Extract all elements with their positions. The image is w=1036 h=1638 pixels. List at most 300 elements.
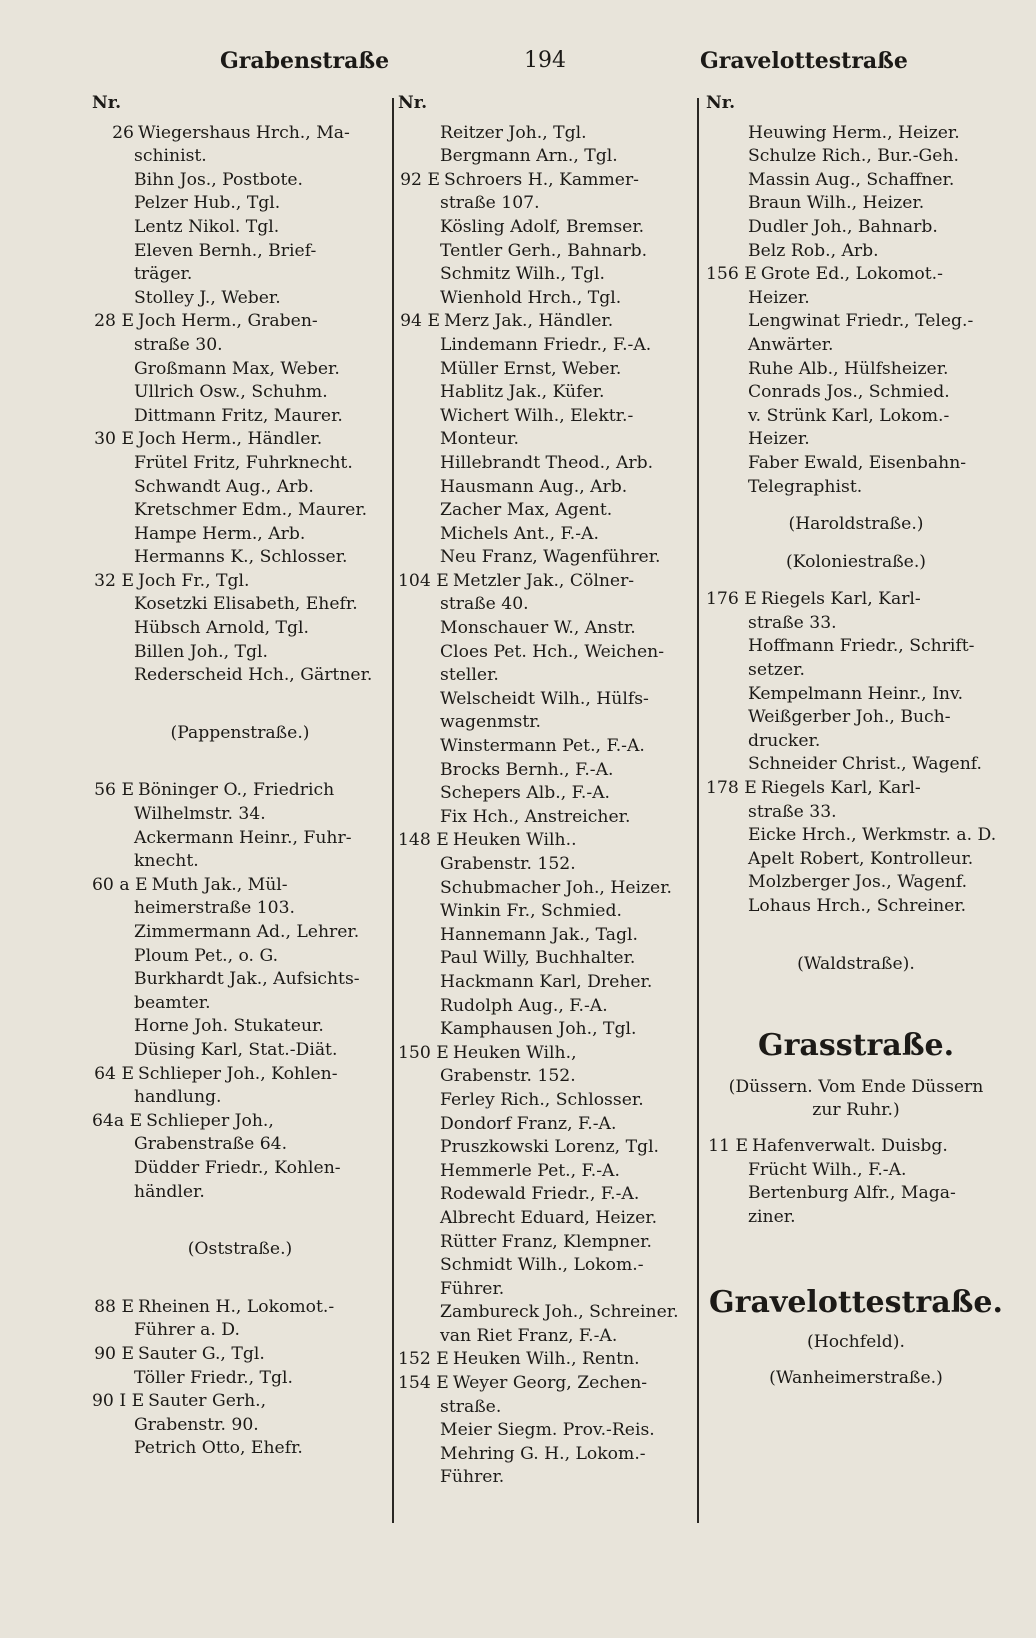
entry-text: setzer.: [748, 660, 805, 681]
entry-text: Schmitz Wilh., Tgl.: [440, 264, 605, 285]
entry-text: Monteur.: [440, 429, 519, 450]
entry-text: Kosetzki Elisabeth, Ehefr.: [134, 594, 358, 615]
entry-text: Heizer.: [748, 429, 810, 450]
directory-entry: [92, 1133, 388, 1157]
entry-text: Führer.: [440, 1278, 505, 1299]
directory-entry: [398, 476, 692, 500]
entry-text: Hübsch Arnold, Tgl.: [134, 618, 309, 639]
entry-text: Schneider Christ., Wagenf.: [748, 754, 982, 775]
entry-text: Bergmann Arn., Tgl.: [440, 146, 618, 167]
entry-text: Hermanns K., Schlosser.: [134, 547, 348, 568]
entry-text: straße 30.: [134, 334, 223, 355]
house-number: 152 E: [398, 1349, 449, 1370]
entry-text: Rudolph Aug., F.-A.: [440, 995, 608, 1016]
directory-entry: [92, 897, 388, 921]
directory-entry: [398, 995, 692, 1019]
entry-text: Weißgerber Joh., Buch-: [748, 707, 951, 728]
directory-entry: [398, 216, 692, 240]
directory-entry: [706, 1182, 1006, 1206]
entry-text: Winstermann Pet., F.-A.: [440, 736, 645, 757]
entry-text: Welscheidt Wilh., Hülfs-: [440, 688, 649, 709]
directory-entry: [398, 971, 692, 995]
directory-entry: [706, 405, 1006, 429]
entry-text: Dittmann Fritz, Maurer.: [134, 405, 343, 426]
spacer: [706, 1355, 1006, 1367]
entry-text: Kamphausen Joh., Tgl.: [440, 1019, 637, 1040]
entry-text: Braun Wilh., Heizer.: [748, 193, 925, 214]
entry-text: Zimmermann Ad., Lehrer.: [134, 922, 360, 942]
directory-entry: [398, 1419, 692, 1443]
directory-entry: [92, 1086, 388, 1110]
directory-entry: [706, 169, 1006, 193]
directory-entry: [398, 1466, 692, 1490]
directory-entry: [706, 1159, 1006, 1183]
directory-entry: [398, 617, 692, 641]
entry-text: ziner.: [748, 1206, 796, 1227]
entry-text: Telegraphist.: [748, 476, 863, 497]
directory-entry: [92, 570, 388, 594]
entry-text: Hackmann Karl, Dreher.: [440, 971, 653, 992]
directory-entry: [92, 1437, 388, 1461]
house-number: 176 E: [706, 589, 757, 610]
directory-entry: [706, 381, 1006, 405]
directory-entry: [398, 1207, 692, 1231]
entry-text: Pelzer Hub., Tgl.: [134, 193, 281, 214]
entry-text: Weyer Georg, Zechen-: [452, 1373, 648, 1394]
directory-entry: [398, 735, 692, 759]
entry-text: Reitzer Joh., Tgl.: [440, 122, 587, 143]
directory-entry: [398, 145, 692, 169]
directory-entry: [398, 1089, 692, 1113]
directory-entry: [706, 730, 1006, 754]
spacer: [706, 1123, 1006, 1135]
house-number: 60 a E: [92, 874, 148, 895]
entry-text: Rederscheid Hch., Gärtner.: [134, 665, 373, 686]
street-title: Grasstraße.: [757, 1028, 955, 1064]
street-subtitle: (Hochfeld).: [807, 1331, 905, 1352]
entry-text: Lengwinat Friedr., Teleg.-: [748, 311, 974, 332]
entry-text: Schwandt Aug., Arb.: [134, 476, 314, 497]
house-number: 156 E: [706, 264, 757, 285]
entry-text: Schepers Alb., F.-A.: [440, 783, 611, 804]
entry-text: Müller Ernst, Weber.: [440, 358, 622, 379]
entry-text: Tentler Gerh., Bahnarb.: [440, 240, 648, 261]
cross-street-heading: (Koloniestraße.): [785, 551, 927, 572]
entry-text: Riegels Karl, Karl-: [760, 589, 921, 610]
directory-entry: [92, 499, 388, 523]
entry-text: Albrecht Eduard, Heizer.: [440, 1207, 658, 1228]
directory-entry: [398, 1113, 692, 1137]
entry-text: Horne Joh. Stukateur.: [134, 1016, 324, 1037]
directory-entry: [398, 711, 692, 735]
entry-text: Heizer.: [748, 287, 810, 308]
entry-text: Hausmann Aug., Arb.: [440, 476, 628, 497]
house-number: 178 E: [706, 778, 757, 799]
directory-entry: [398, 924, 692, 948]
entry-text: Hablitz Jak., Küfer.: [440, 382, 605, 403]
house-number: 56 E: [94, 780, 134, 801]
directory-entry: [706, 871, 1006, 895]
directory-entry: [706, 824, 1006, 848]
directory-entry: [398, 381, 692, 405]
entry-text: Brocks Bernh., F.-A.: [440, 759, 614, 780]
directory-entry: [92, 358, 388, 382]
directory-entry: [92, 546, 388, 570]
entry-text: Joch Herm., Graben-: [138, 311, 318, 332]
directory-entry: [92, 216, 388, 240]
entry-text: Großmann Max, Weber.: [134, 358, 340, 379]
directory-entry: [92, 1390, 388, 1414]
column-2: [398, 92, 692, 1490]
entry-text: Rodewald Friedr., F.-A.: [440, 1184, 640, 1205]
entry-text: Kempelmann Heinr., Inv.: [748, 683, 964, 704]
entry-text: Böninger O., Friedrich: [138, 780, 335, 801]
directory-entry: [398, 688, 692, 712]
directory-entry: [92, 381, 388, 405]
house-number: 150 E: [398, 1042, 449, 1063]
directory-entry: [706, 358, 1006, 382]
entry-text: Zambureck Joh., Schreiner.: [440, 1302, 679, 1323]
directory-entry: [92, 405, 388, 429]
directory-entry: [706, 1135, 1006, 1159]
entry-text: Schlieper Joh.,: [146, 1110, 274, 1131]
directory-entry: [398, 546, 692, 570]
entry-text: straße 33.: [748, 801, 837, 822]
directory-entry: [398, 1301, 692, 1325]
directory-entry: [706, 1206, 1006, 1230]
directory-entry: [706, 287, 1006, 311]
entry-text: Eicke Hrch., Werkmstr. a. D.: [748, 825, 997, 846]
entry-text: Schlieper Joh., Kohlen-: [138, 1063, 338, 1084]
directory-entry: [398, 310, 692, 334]
directory-entry: [398, 1348, 692, 1372]
house-number: 104 E: [398, 570, 449, 591]
entry-text: Molzberger Jos., Wagenf.: [748, 872, 968, 893]
entry-text: wagenmstr.: [440, 712, 542, 733]
page-number: 194: [524, 48, 566, 73]
directory-entry: [398, 1278, 692, 1302]
directory-entry: [706, 145, 1006, 169]
entry-text: drucker.: [748, 730, 821, 751]
directory-entry: [398, 829, 692, 853]
street-subtitle: (Düssern. Vom Ende Düssern zur Ruhr.): [728, 1076, 984, 1121]
directory-entry: [706, 192, 1006, 216]
directory-entry: [92, 1367, 388, 1391]
directory-entry: [398, 900, 692, 924]
entry-text: Heuwing Herm., Heizer.: [748, 122, 960, 143]
entry-text: Merz Jak., Händler.: [444, 311, 614, 332]
directory-entry: [398, 334, 692, 358]
directory-entry: [398, 947, 692, 971]
entry-text: Führer.: [440, 1467, 505, 1488]
entry-text: Kretschmer Edm., Maurer.: [134, 500, 368, 521]
entry-text: Conrads Jos., Schmied.: [748, 382, 950, 403]
directory-entry: [706, 122, 1006, 146]
directory-entry: [398, 759, 692, 783]
entry-text: Kösling Adolf, Bremser.: [440, 216, 645, 237]
directory-entry: [92, 779, 388, 803]
directory-entry: [706, 683, 1006, 707]
directory-entry: [398, 641, 692, 665]
directory-entry: [706, 588, 1006, 612]
entry-text: Lentz Nikol. Tgl.: [134, 216, 280, 237]
directory-entry: [92, 850, 388, 874]
entry-text: Lohaus Hrch., Schreiner.: [748, 896, 967, 916]
directory-entry: [398, 1136, 692, 1160]
directory-entry: [398, 358, 692, 382]
entry-text: Heuken Wilh.,: [452, 1042, 577, 1063]
directory-entry: [706, 801, 1006, 825]
directory-entry: [706, 263, 1006, 287]
header-right-street: Gravelottestraße: [700, 48, 908, 74]
entry-text: Neu Franz, Wagenführer.: [440, 547, 661, 568]
house-number: 90 E: [94, 1343, 134, 1364]
entry-text: Hillebrandt Theod., Arb.: [440, 452, 654, 473]
cross-street-heading: (Waldstraße).: [797, 953, 915, 974]
directory-entry: [398, 240, 692, 264]
directory-entry: [398, 1254, 692, 1278]
entry-text: Wilhelmstr. 34.: [134, 804, 266, 825]
entry-text: Cloes Pet. Hch., Weichen-: [440, 641, 664, 662]
entry-text: Heuken Wilh., Rentn.: [452, 1349, 640, 1370]
entry-text: Apelt Robert, Kontrolleur.: [748, 848, 974, 869]
entry-text: Hampe Herm., Arb.: [134, 523, 306, 544]
directory-entry: [92, 240, 388, 264]
entry-text: Eleven Bernh., Brief-: [134, 240, 317, 261]
entry-text: Lindemann Friedr., F.-A.: [440, 334, 652, 355]
entry-text: Zacher Max, Agent.: [440, 500, 613, 521]
entry-text: Hoffmann Friedr., Schrift-: [748, 636, 975, 657]
entry-text: Dondorf Franz, F.-A.: [440, 1113, 617, 1134]
directory-entry: [706, 310, 1006, 334]
column-heading: Nr.: [706, 93, 736, 113]
column-3: [706, 92, 1006, 1390]
directory-entry: [92, 1015, 388, 1039]
directory-entry: [92, 1343, 388, 1367]
entry-text: Grabenstraße 64.: [134, 1134, 288, 1155]
cross-street-heading: (Haroldstraße.): [788, 514, 924, 535]
directory-entry: [706, 753, 1006, 777]
entry-text: straße 33.: [748, 612, 837, 633]
directory-entry: [398, 1065, 692, 1089]
entry-text: knecht.: [134, 851, 199, 872]
entry-text: Stolley J., Weber.: [134, 287, 281, 308]
entry-text: Frücht Wilh., F.-A.: [748, 1159, 907, 1180]
directory-entry: [398, 1231, 692, 1255]
house-number: 28 E: [94, 311, 134, 332]
entry-text: Faber Ewald, Eisenbahn-: [748, 452, 967, 473]
house-number: 148 E: [398, 830, 449, 851]
directory-entry: [92, 287, 388, 311]
entry-text: Joch Herm., Händler.: [138, 429, 323, 450]
directory-entry: [92, 1181, 388, 1205]
directory-entry: [398, 593, 692, 617]
directory-entry: [92, 593, 388, 617]
street-title: Gravelottestraße.: [709, 1285, 1003, 1321]
directory-entry: [398, 1396, 692, 1420]
entry-text: Ploum Pet., o. G.: [134, 945, 279, 966]
entry-text: Meier Siegm. Prov.-Reis.: [440, 1420, 655, 1441]
directory-entry: [398, 853, 692, 877]
entry-text: Pruszkowski Lorenz, Tgl.: [440, 1137, 660, 1158]
entry-text: heimerstraße 103.: [134, 898, 295, 919]
entry-text: Ullrich Osw., Schuhm.: [134, 382, 328, 403]
entry-text: Monschauer W., Anstr.: [440, 618, 636, 639]
entry-text: Rheinen H., Lokomot.-: [138, 1296, 335, 1317]
entry-text: Grote Ed., Lokomot.-: [760, 264, 943, 285]
entry-text: Grabenstr. 152.: [440, 854, 576, 874]
house-number: 64 E: [94, 1063, 134, 1084]
entry-text: straße 107.: [440, 193, 540, 214]
directory-entry: [398, 1372, 692, 1396]
entry-text: Sauter Gerh.,: [148, 1391, 267, 1412]
cross-street-heading: (Pappenstraße.): [170, 722, 310, 743]
entry-text: Bihn Jos., Postbote.: [134, 169, 304, 190]
directory-entry: [92, 992, 388, 1016]
column-1: [92, 92, 388, 1461]
directory-entry: [706, 659, 1006, 683]
entry-text: händler.: [134, 1181, 205, 1202]
entry-text: beamter.: [134, 992, 211, 1013]
entry-text: Sauter G., Tgl.: [138, 1343, 265, 1364]
entry-text: steller.: [440, 665, 499, 686]
entry-text: v. Strünk Karl, Lokom.-: [748, 405, 950, 426]
entry-text: Wiegershaus Hrch., Ma-: [138, 122, 350, 143]
directory-entry: [398, 1183, 692, 1207]
entry-text: Wienhold Hrch., Tgl.: [440, 287, 622, 308]
entry-text: Wichert Wilh., Elektr.-: [440, 405, 634, 426]
directory-entry: [398, 428, 692, 452]
directory-entry: [398, 287, 692, 311]
directory-entry: [398, 169, 692, 193]
entry-text: Winkin Fr., Schmied.: [440, 901, 622, 922]
entry-text: Petrich Otto, Ehefr.: [134, 1438, 303, 1459]
directory-entry: [706, 895, 1006, 919]
entry-text: handlung.: [134, 1087, 222, 1108]
entry-text: Dudler Joh., Bahnarb.: [748, 216, 938, 237]
entry-text: Ferley Rich., Schlosser.: [440, 1089, 644, 1110]
directory-entry: [706, 777, 1006, 801]
entry-text: Massin Aug., Schaffner.: [748, 169, 955, 190]
directory-entry: [92, 1319, 388, 1343]
entry-text: Frütel Fritz, Fuhrknecht.: [134, 452, 353, 473]
entry-text: Mehring G. H., Lokom.-: [440, 1443, 646, 1464]
column-heading: Nr.: [398, 93, 428, 113]
house-number: 94 E: [400, 311, 440, 332]
house-number: 11 E: [708, 1135, 748, 1156]
directory-entry: [92, 452, 388, 476]
directory-entry: [92, 1063, 388, 1087]
entry-text: Burkhardt Jak., Aufsichts-: [134, 969, 360, 990]
entry-text: straße 40.: [440, 594, 529, 615]
directory-entry: [398, 806, 692, 830]
directory-entry: [92, 1039, 388, 1063]
directory-entry: [92, 263, 388, 287]
entry-text: Schulze Rich., Bur.-Geh.: [748, 146, 959, 167]
entry-text: Hemmerle Pet., F.-A.: [440, 1160, 620, 1181]
entry-text: schinist.: [134, 146, 207, 167]
directory-entry: [92, 1110, 388, 1134]
directory-entry: [398, 452, 692, 476]
directory-entry: [706, 334, 1006, 358]
entry-text: Billen Joh., Tgl.: [134, 641, 268, 662]
entry-text: Schroers H., Kammer-: [444, 169, 639, 190]
entry-text: straße.: [440, 1396, 502, 1417]
directory-entry: [92, 169, 388, 193]
header-left-street: Grabenstraße: [220, 48, 390, 74]
entry-text: Bertenburg Alfr., Maga-: [748, 1183, 956, 1204]
directory-entry: [398, 192, 692, 216]
directory-entry: [706, 612, 1006, 636]
directory-entry: [92, 523, 388, 547]
directory-entry: [92, 1414, 388, 1438]
entry-text: Muth Jak., Mül-: [151, 874, 288, 895]
directory-entry: [92, 617, 388, 641]
house-number: 30 E: [94, 429, 134, 450]
directory-entry: [398, 1325, 692, 1349]
entry-text: Riegels Karl, Karl-: [760, 778, 921, 799]
directory-entry: [398, 877, 692, 901]
entry-text: Anwärter.: [748, 334, 834, 355]
directory-entry: [92, 945, 388, 969]
entry-text: Hafenverwalt. Duisbg.: [752, 1135, 948, 1156]
column-heading: Nr.: [92, 93, 122, 113]
directory-entry: [92, 827, 388, 851]
cross-street-heading: (Oststraße.): [187, 1239, 293, 1260]
directory-entry: [398, 664, 692, 688]
directory-entry: [92, 641, 388, 665]
directory-entry: [706, 216, 1006, 240]
house-number: 32 E: [94, 570, 134, 591]
directory-entry: [398, 1160, 692, 1184]
entry-text: träger.: [134, 264, 193, 285]
directory-entry: [398, 782, 692, 806]
directory-entry: [92, 428, 388, 452]
directory-entry: [398, 570, 692, 594]
entry-text: Ruhe Alb., Hülfsheizer.: [748, 358, 949, 379]
directory-entry: [92, 334, 388, 358]
directory-entry: [706, 476, 1006, 500]
entry-text: Belz Rob., Arb.: [748, 240, 879, 261]
directory-entry: [92, 1296, 388, 1320]
column-divider: [392, 98, 394, 1523]
entry-text: Töller Friedr., Tgl.: [134, 1367, 293, 1388]
entry-text: Schmidt Wilh., Lokom.-: [440, 1255, 644, 1276]
house-number: 64a E: [92, 1110, 143, 1131]
entry-text: Paul Willy, Buchhalter.: [440, 948, 636, 969]
directory-entry: [92, 122, 388, 146]
entry-text: Heuken Wilh..: [452, 830, 577, 851]
directory-entry: [706, 706, 1006, 730]
entry-text: Joch Fr., Tgl.: [138, 570, 250, 591]
directory-entry: [706, 428, 1006, 452]
directory-entry: [706, 452, 1006, 476]
entry-text: Schubmacher Joh., Heizer.: [440, 877, 673, 898]
directory-entry: [92, 145, 388, 169]
directory-entry: [92, 921, 388, 945]
entry-text: Führer a. D.: [134, 1320, 240, 1341]
column-divider: [697, 98, 699, 1523]
directory-entry: [92, 803, 388, 827]
house-number: 26: [112, 122, 134, 143]
entry-text: Grabenstr. 90.: [134, 1414, 259, 1435]
directory-entry: [92, 874, 388, 898]
directory-entry: [398, 122, 692, 146]
directory-entry: [398, 1018, 692, 1042]
house-number: 154 E: [398, 1373, 449, 1394]
entry-text: Metzler Jak., Cölner-: [452, 570, 635, 591]
directory-entry: [398, 1042, 692, 1066]
